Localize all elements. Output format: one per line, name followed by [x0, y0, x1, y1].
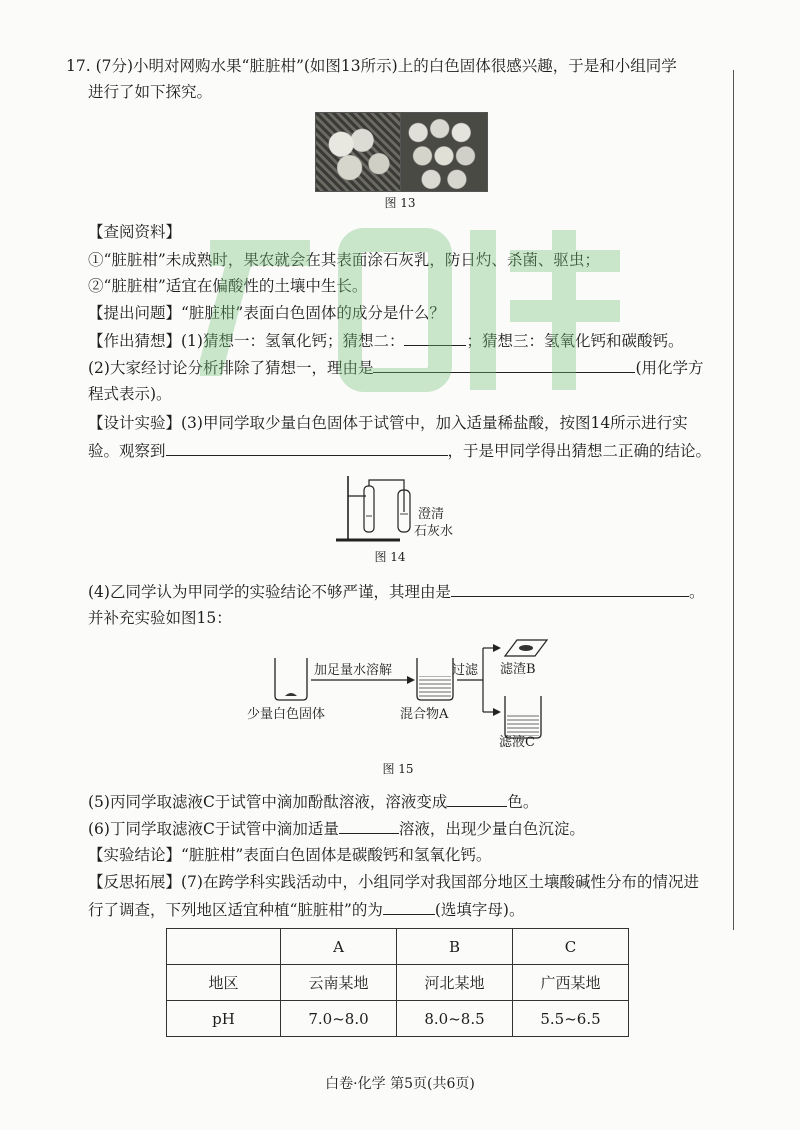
- q4-part-a: (4)乙同学认为甲同学的实验结论不够严谨，其理由是: [88, 583, 451, 601]
- fig15-arrow2-label: 过滤: [452, 663, 479, 678]
- table-cell: 河北某地: [397, 965, 513, 1001]
- table-cell: 7.0~8.0: [281, 1001, 397, 1037]
- fig13-caption: 图 13: [384, 196, 416, 210]
- q6-line: [88, 818, 585, 839]
- table-header-cell: C: [513, 929, 629, 965]
- answer-blank-6[interactable]: [339, 818, 399, 834]
- answer-blank-3[interactable]: [166, 440, 448, 456]
- fig14-apparatus: [330, 472, 470, 552]
- reflect-part-a: 行了调查，下列地区适宜种植“脏脏柑”的为: [88, 901, 383, 919]
- design-part-a: 验。观察到: [88, 442, 166, 460]
- conclusion-line: 【实验结论】“脏脏柑”表面白色固体是碳酸钙和氢氧化钙。: [88, 846, 492, 864]
- q5-part-b: 色。: [507, 793, 539, 811]
- table-cell: 云南某地: [281, 965, 397, 1001]
- q2-line: [88, 357, 704, 378]
- table-cell: 地区: [167, 965, 281, 1001]
- problem-line: 【提出问题】“脏脏柑”表面白色固体的成分是什么？: [88, 304, 445, 322]
- reflect-line-2: [88, 899, 524, 920]
- q4-line-2: 并补充实验如图15：: [88, 609, 232, 627]
- hypothesis-part-b: ；猜想三：氢氧化钙和碳酸钙。: [466, 332, 684, 350]
- question-line-1: 17. (7分)小明对网购水果“脏脏柑”(如图13所示)上的白色固体很感兴趣，于是和小组同学: [66, 57, 677, 75]
- hypothesis-line: [88, 330, 683, 351]
- table-cell: pH: [167, 1001, 281, 1037]
- reflect-line-1: 【反思拓展】(7)在跨学科实践活动中，小组同学对我国部分地区土壤酸碱性分布的情况进: [88, 873, 699, 891]
- research-item-1: ①“脏脏柑”未成熟时，果农就会在其表面涂石灰乳，防日灼、杀菌、驱虫；: [88, 251, 600, 269]
- q2-line-2: 程式表示)。: [88, 385, 172, 403]
- table-cell: 8.0~8.5: [397, 1001, 513, 1037]
- fig15-caption: 图 15: [382, 762, 414, 776]
- q5-part-a: (5)丙同学取滤液C于试管中滴加酚酞溶液，溶液变成: [88, 793, 448, 811]
- fig15-filtrate-label: 滤液C: [499, 735, 535, 750]
- answer-blank-4[interactable]: [451, 581, 689, 597]
- fig14-label-1: 澄清: [418, 507, 445, 522]
- table-header-row: [167, 929, 629, 965]
- answer-blank-7[interactable]: [383, 899, 435, 915]
- ph-table: [166, 928, 629, 1037]
- fig13-photo-right: [400, 112, 488, 192]
- fig13-photo-left: [315, 112, 401, 192]
- table-header-cell: [167, 929, 281, 965]
- q6-part-b: 溶液，出现少量白色沉淀。: [398, 820, 585, 838]
- q2-part-b: (用化学方: [635, 359, 704, 377]
- answer-blank-1[interactable]: [404, 330, 466, 346]
- page-footer: 白卷·化学 第5页(共6页): [325, 1076, 475, 1092]
- q4-part-b: 。: [688, 583, 705, 601]
- design-part-b: ，于是甲同学得出猜想二正确的结论。: [447, 442, 712, 460]
- research-title: 【查阅资料】: [88, 223, 182, 241]
- table-cell: 广西某地: [513, 965, 629, 1001]
- hypothesis-part-a: 【作出猜想】(1)猜想一：氢氧化钙；猜想二：: [88, 332, 405, 350]
- fig15-arrow1-label: 加足量水溶解: [314, 663, 393, 678]
- q4-line: [88, 581, 704, 602]
- margin-rule: [733, 70, 734, 930]
- fig15-residue-label: 滤渣B: [500, 662, 536, 677]
- q2-part-a: (2)大家经讨论分析排除了猜想一，理由是: [88, 359, 374, 377]
- fig15-mixture-label: 混合物A: [400, 707, 449, 722]
- q6-part-a: (6)丁同学取滤液C于试管中滴加适量: [88, 820, 339, 838]
- answer-blank-2[interactable]: [373, 357, 635, 373]
- table-row: [167, 965, 629, 1001]
- design-line-2: [88, 440, 711, 461]
- table-row: [167, 1001, 629, 1037]
- table-header-cell: B: [397, 929, 513, 965]
- research-item-2: ②“脏脏柑”适宜在偏酸性的土壤中生长。: [88, 277, 368, 295]
- answer-blank-5[interactable]: [447, 791, 507, 807]
- fig14-caption: 图 14: [374, 550, 406, 564]
- question-line-2: 进行了如下探究。: [88, 83, 213, 101]
- table-header-cell: A: [281, 929, 397, 965]
- table-cell: 5.5~6.5: [513, 1001, 629, 1037]
- fig15-solid-label: 少量白色固体: [247, 707, 326, 722]
- reflect-part-b: (选填字母)。: [434, 901, 525, 919]
- q5-line: [88, 791, 538, 812]
- design-line-1: 【设计实验】(3)甲同学取少量白色固体于试管中，加入适量稀盐酸，按图14所示进行实: [88, 414, 688, 432]
- fig14-label-2: 石灰水: [414, 524, 454, 539]
